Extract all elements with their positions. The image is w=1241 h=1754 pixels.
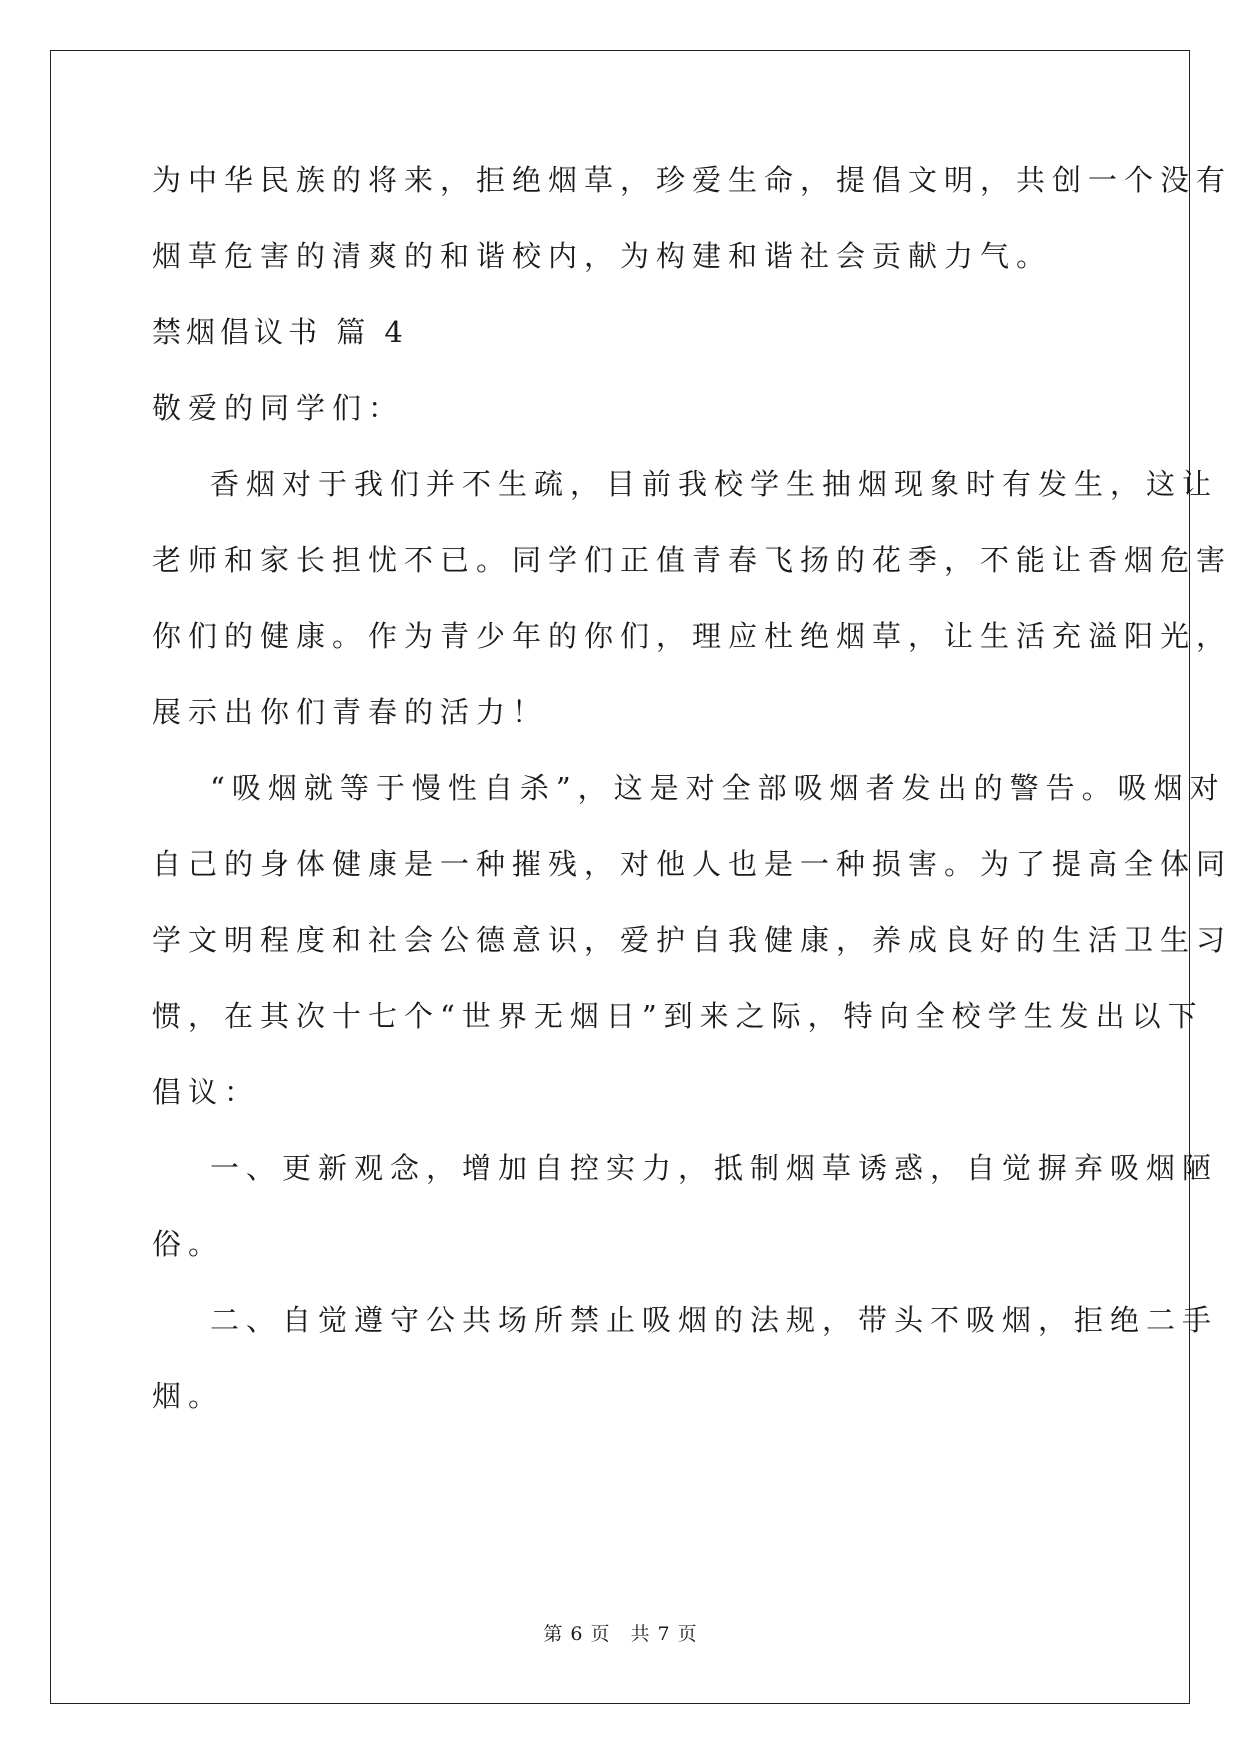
paragraph-line: 老师和家长担忧不已。同学们正值青春飞扬的花季，不能让香烟危害 [152,543,1233,577]
section-heading: 禁烟倡议书 篇 4 [152,315,408,349]
paragraph-line: 为中华民族的将来，拒绝烟草，珍爱生命，提倡文明，共创一个没有 [152,163,1233,197]
list-item-line: 一、更新观念，增加自控实力，抵制烟草诱惑，自觉摒弃吸烟陋 [210,1151,1219,1185]
paragraph-line: “吸烟就等于慢性自杀”，这是对全部吸烟者发出的警告。吸烟对 [210,771,1226,805]
paragraph-line: 你们的健康。作为青少年的你们，理应杜绝烟草，让生活充溢阳光， [152,619,1233,653]
paragraph-line: 惯，在其次十七个“世界无烟日”到来之际，特向全校学生发出以下 [152,999,1204,1033]
page-footer [0,1622,1241,1646]
list-item-line: 二、自觉遵守公共场所禁止吸烟的法规，带头不吸烟，拒绝二手 [210,1303,1219,1337]
paragraph-line: 烟草危害的清爽的和谐校内，为构建和谐社会贡献力气。 [152,239,1053,273]
paragraph-line: 倡议： [152,1075,261,1109]
list-item-line: 烟。 [152,1379,225,1413]
page-number-total: 共 7 页 [630,1623,698,1645]
page-number-current: 第 6 页 [543,1623,611,1645]
salutation: 敬爱的同学们： [152,391,405,425]
paragraph-line: 学文明程度和社会公德意识，爱护自我健康，养成良好的生活卫生习 [152,923,1233,957]
paragraph-line: 香烟对于我们并不生疏，目前我校学生抽烟现象时有发生，这让 [210,467,1219,501]
paragraph-line: 展示出你们青春的活力！ [152,695,549,729]
paragraph-line: 自己的身体健康是一种摧残，对他人也是一种损害。为了提高全体同 [152,847,1233,881]
list-item-line: 俗。 [152,1227,225,1261]
